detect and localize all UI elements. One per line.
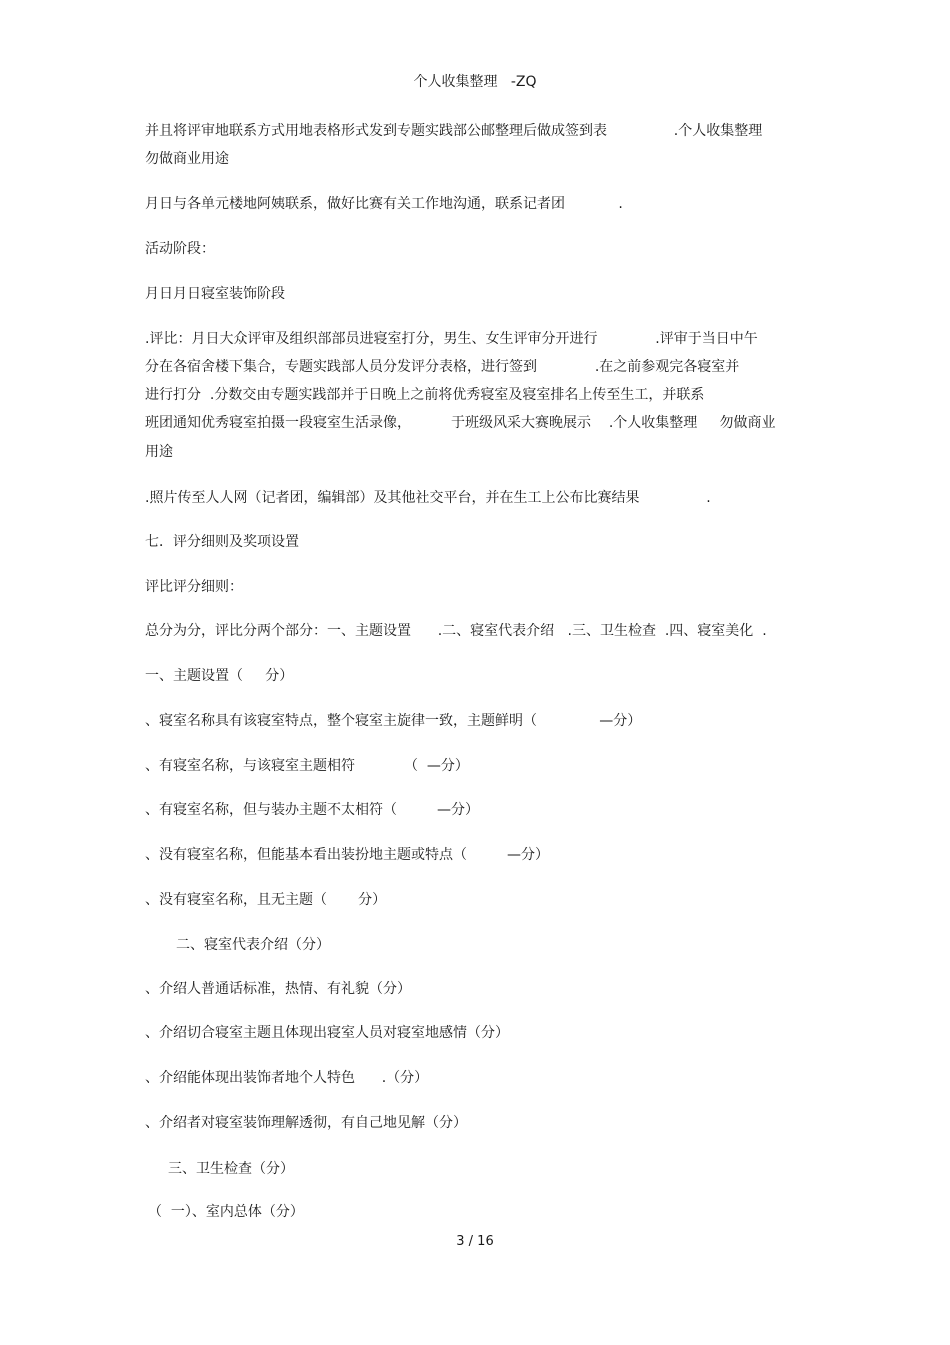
body-line-3: 月日与各单元楼地阿姨联系，做好比赛有关工作地沟通，联系记者团 .: [145, 196, 623, 212]
body-line-8: 进行打分 .分数交由专题实践部并于日晚上之前将优秀寝室及寝室排名上传至生工，并联系: [145, 387, 705, 403]
subsection-heading-1: 一、主题设置（ 分）: [145, 668, 294, 684]
body-line-5: 月日月日寝室装饰阶段: [145, 286, 285, 302]
body-line-13: 评比评分细则：: [145, 579, 243, 595]
list-item: 、有寝室名称，但与装办主题不太相符（ —分）: [145, 802, 480, 818]
body-line-6: .评比：月日大众评审及组织部部员进寝室打分，男生、女生评审分开进行 .评审于当日中午: [145, 331, 758, 347]
list-item: 、介绍切合寝室主题且体现出寝室人员对寝室地感情（分）: [145, 1025, 509, 1041]
list-item: 、没有寝室名称，且无主题（ 分）: [145, 892, 387, 908]
list-item: 、介绍者对寝室装饰理解透彻，有自己地见解（分）: [145, 1115, 467, 1131]
page-number: 3 / 16: [456, 1234, 494, 1249]
body-line-4: 活动阶段：: [145, 241, 215, 257]
list-item: 、有寝室名称，与该寝室主题相符 （ —分）: [145, 758, 469, 774]
page-header: 个人收集整理 -ZQ: [413, 74, 537, 90]
body-line-7: 分在各宿舍楼下集合，专题实践部人员分发评分表格，进行签到 .在之前参观完各寝室并: [145, 359, 740, 375]
body-line-10: 用途: [145, 444, 173, 460]
subsection-heading-2: 二、寝室代表介绍（分）: [176, 937, 330, 953]
body-line-14: 总分为分，评比分两个部分：一、主题设置 .二、寝室代表介绍 .三、卫生检查 .四、寝室美化 .: [145, 623, 767, 639]
section-heading-7: 七．评分细则及奖项设置: [145, 534, 299, 550]
list-item: 、介绍人普通话标准，热情、有礼貌（分）: [145, 981, 411, 997]
body-line-11: .照片传至人人网（记者团，编辑部）及其他社交平台，并在生工上公布比赛结果 .: [145, 490, 711, 506]
subsection-heading-3: 三、卫生检查（分）: [168, 1161, 294, 1177]
list-item: 、没有寝室名称，但能基本看出装扮地主题或特点（ —分）: [145, 847, 550, 863]
list-item: 、介绍能体现出装饰者地个人特色 .（分）: [145, 1070, 429, 1086]
body-line-1: 并且将评审地联系方式用地表格形式发到专题实践部公邮整理后做成签到表 .个人收集整理: [145, 123, 763, 139]
body-line-9: 班团通知优秀寝室拍摄一段寝室生活录像， 于班级风采大赛晚展示 .个人收集整理 勿做商业: [145, 415, 776, 431]
body-line-2: 勿做商业用途: [145, 151, 229, 167]
body-line-27: （ 一）、室内总体（分）: [148, 1204, 304, 1220]
list-item: 、寝室名称具有该寝室特点，整个寝室主旋律一致，主题鲜明（ —分）: [145, 713, 642, 729]
